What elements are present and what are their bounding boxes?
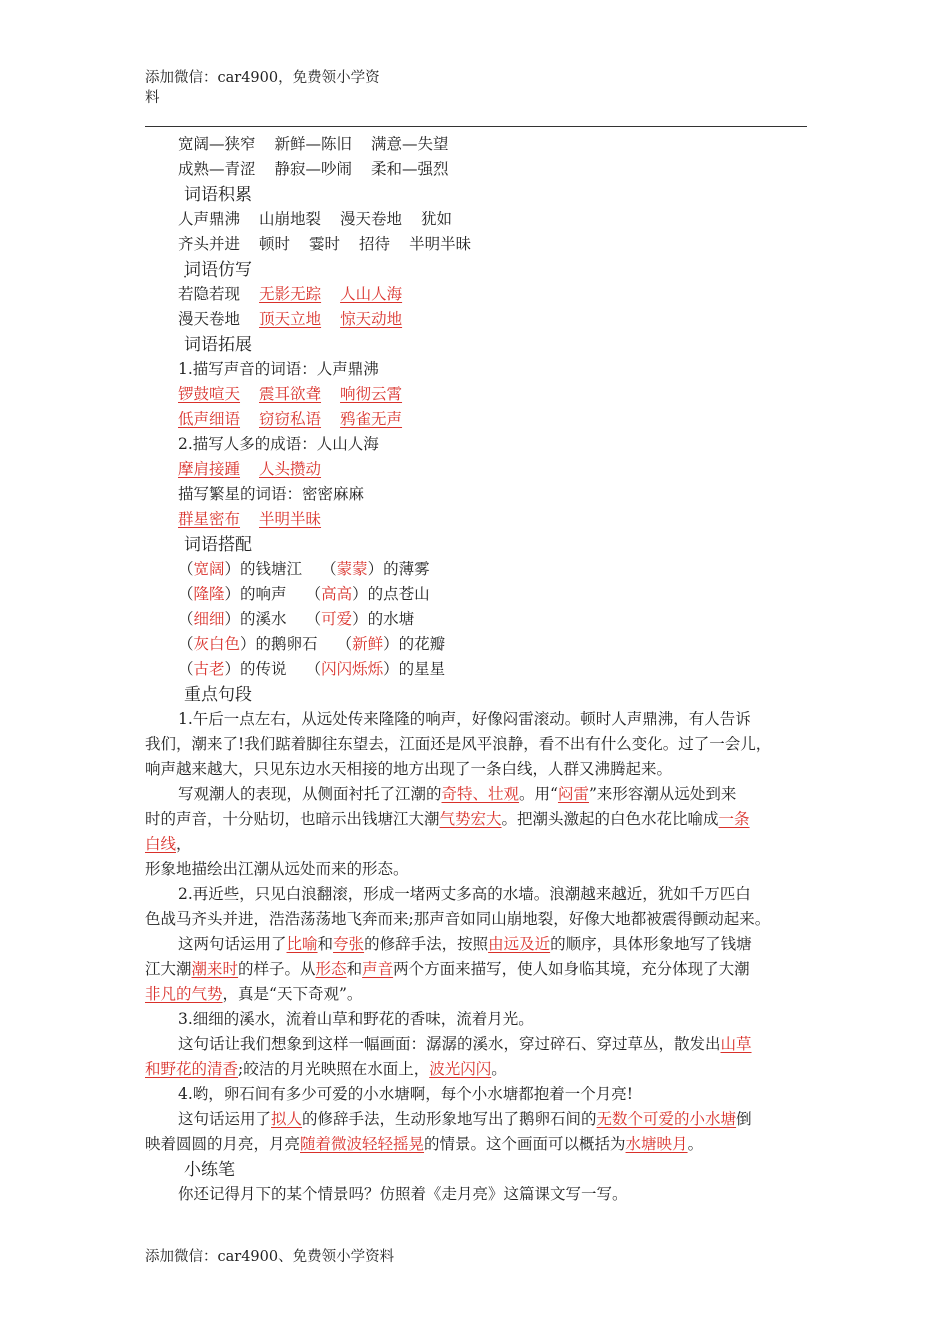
collocation-answer: 新鲜: [352, 635, 384, 653]
vocab-word: 招待: [359, 235, 391, 253]
plain-char: 卷: [209, 310, 225, 328]
collocation-row: [145, 632, 807, 657]
collocation-item: （宽阔）的钱塘江: [178, 560, 303, 578]
collocation-item: （可爱）的水塘: [305, 610, 415, 628]
collocation-answer: 隆隆: [193, 585, 225, 603]
analysis-1-line-2: [145, 807, 807, 832]
analysis-3-line-2: [145, 1057, 807, 1082]
header-rule: [145, 126, 807, 127]
collocation-item: （古老）的传说: [178, 660, 287, 678]
analysis-2-line-2: [145, 957, 807, 982]
analysis-text: 和: [346, 960, 363, 978]
analysis-text: 。把潮头激起的白色水花比喻成: [501, 810, 719, 828]
analysis-text: 。: [687, 1135, 704, 1153]
vocab-word: 顿时: [259, 235, 291, 253]
collocation-noun: 的水塘: [367, 610, 415, 628]
antonym-row-2: [145, 157, 807, 182]
expansion-question-3: 描写繁星的词语：密密麻麻: [178, 485, 365, 503]
analysis-text: 写观潮人的表现，从侧面衬托了江潮的: [178, 785, 442, 803]
analysis-text: 和: [317, 935, 334, 953]
collocation-row: [145, 657, 807, 682]
header-line-1: 添加微信：car4900，免费领小学资: [145, 70, 380, 86]
answer-underlined: 人山人海: [340, 285, 403, 303]
analysis-text: 江大潮: [145, 960, 192, 978]
answer-underlined: 白线: [145, 835, 177, 853]
answer-underlined: 无影无踪: [259, 285, 322, 303]
answer-underlined: 随着微波轻轻摇晃: [300, 1135, 425, 1153]
answer-underlined: 声音: [362, 960, 394, 978]
analysis-text: 映着圆圆的月亮，月亮: [145, 1135, 301, 1153]
page-footer: 添加微信：car4900、免费领小学资料: [145, 1249, 395, 1265]
collocation-answer: 可爱: [321, 610, 353, 628]
collocation-noun: 的花瓣: [398, 635, 446, 653]
expansion-answers-3: [145, 507, 807, 532]
antonym-pair: 柔和—强烈: [371, 160, 449, 178]
answer-underlined: 水塘映月: [625, 1135, 688, 1153]
collocation-item: （隆隆）的响声: [178, 585, 287, 603]
plain-char: 天: [193, 310, 210, 328]
imitation-pattern: [178, 285, 240, 303]
dotted-char: 若: [209, 285, 225, 303]
expansion-answers-1b: [145, 407, 807, 432]
analysis-text: 这两句话运用了: [178, 935, 287, 953]
sentence-2-line-1: 2.再近些，只见白浪翻滚，形成一堵两丈多高的水墙。浪潮越来越近，犹如千万匹白: [178, 885, 751, 903]
antonym-pair: 静寂—吵闹: [274, 160, 353, 178]
analysis-2-line-1: [145, 932, 807, 957]
analysis-text: ;皎洁的月光映照在水面上，: [238, 1060, 430, 1078]
sentence-2-line-2: 色战马齐头并进，浩浩荡荡地飞奔而来;那声音如同山崩地裂，好像大地都被震得颤动起来。: [145, 910, 771, 928]
section-title-juduan: 重点句段: [184, 685, 252, 705]
antonym-pair: 新鲜—陈旧: [274, 135, 353, 153]
plain-char: 漫: [178, 310, 194, 328]
collocation-item: （灰白色）的鹅卵石: [178, 635, 318, 653]
plain-char: 地: [224, 310, 241, 328]
sentence-3: 3.细细的溪水，流着山草和野花的香味，流着月光。: [178, 1010, 534, 1028]
analysis-text: 。用“: [519, 785, 558, 803]
main-content: [145, 132, 807, 1207]
analysis-text: ，: [176, 835, 192, 853]
section-title-dapei: 词语搭配: [184, 535, 252, 555]
collocation-answer: 蒙蒙: [336, 560, 368, 578]
section-title-lianbi: 小练笔: [184, 1160, 235, 1180]
analysis-text: 这句话让我们想象到这样一幅画面：潺潺的溪水，穿过碎石、穿过草丛，散发出: [178, 1035, 721, 1053]
analysis-4-line-1: [145, 1107, 807, 1132]
collocation-noun: 的薄雾: [383, 560, 430, 578]
answer-underlined: 闷雷: [557, 785, 589, 803]
antonym-pair: 宽阔—狭窄: [178, 135, 256, 153]
imitation-row-2: [145, 307, 807, 332]
analysis-4-line-2: [145, 1132, 807, 1157]
vocab-word: 漫天卷地: [340, 210, 403, 228]
analysis-text: 这句话运用了: [178, 1110, 272, 1128]
vocab-row-1: [145, 207, 807, 232]
sentence-1-line-1: 1.午后一点左右，从远处传来隆隆的响声，好像闷雷滚动。顿时人声鼎沸，有人告诉: [178, 710, 751, 728]
answer-underlined: 无数个可爱的小水塘: [596, 1110, 737, 1128]
analysis-text: 时的声音，十分贴切，也暗示出钱塘江大潮: [145, 810, 440, 828]
answer-underlined: 非凡的气势: [145, 985, 223, 1003]
section-title-fangxie: 词语仿写: [184, 260, 252, 280]
answer-underlined: 低声细语: [178, 410, 241, 428]
answer-underlined: 山草: [720, 1035, 752, 1053]
expansion-question-1: 1.描写声音的词语：人声鼎沸: [178, 360, 379, 378]
expansion-answers-1a: [145, 382, 807, 407]
sentence-1-line-2: 我们，潮来了!我们踮着脚往东望去，江面还是风平浪静，看不出有什么变化。过了一会儿，: [145, 735, 772, 753]
answer-underlined: 拟人: [271, 1110, 303, 1128]
sentence-1-line-3: 响声越来越大，只见东边水天相接的地方出现了一条白线，人群又沸腾起来。: [145, 760, 673, 778]
answer-underlined: 惊天动地: [340, 310, 403, 328]
collocation-item: （蒙蒙）的薄雾: [321, 560, 430, 578]
collocation-item: （细细）的溪水: [178, 610, 287, 628]
analysis-text: ，真是“天下奇观”。: [222, 985, 363, 1003]
analysis-text: ”来形容潮从远处到来: [588, 785, 737, 803]
collocation-item: （高高）的点苍山: [305, 585, 430, 603]
answer-underlined: 鸦雀无声: [340, 410, 403, 428]
vocab-word: 半明半昧: [409, 235, 472, 253]
analysis-1-line-1: [145, 782, 807, 807]
antonym-pair: 满意—失望: [371, 135, 449, 153]
answer-underlined: 群星密布: [178, 510, 241, 528]
collocation-row: [145, 557, 807, 582]
vocab-word: 人声鼎沸: [178, 210, 241, 228]
answer-underlined: 摩肩接踵: [178, 460, 241, 478]
answer-underlined: 由远及近: [488, 935, 551, 953]
collocation-noun: 的传说: [240, 660, 287, 678]
collocation-noun: 的钱塘江: [240, 560, 303, 578]
collocation-answer: 古老: [193, 660, 225, 678]
collocation-item: （新鲜）的花瓣: [336, 635, 446, 653]
answer-underlined: 震耳欲聋: [259, 385, 322, 403]
plain-char: 隐: [193, 285, 210, 303]
answer-underlined: 和野花的清香: [145, 1060, 239, 1078]
collocation-row: [145, 607, 807, 632]
analysis-text: 两个方面来描写，使人如身临其境，充分体现了大潮: [393, 960, 750, 978]
collocation-noun: 的响声: [240, 585, 287, 603]
analysis-1-line-3: [145, 832, 807, 857]
answer-underlined: 一条: [718, 810, 750, 828]
collocation-noun: 的溪水: [240, 610, 287, 628]
vocab-word: 山崩地裂: [259, 210, 322, 228]
answer-underlined: 夸张: [333, 935, 365, 953]
analysis-text: 倒: [736, 1110, 752, 1128]
collocation-noun: 的点苍山: [367, 585, 430, 603]
answer-underlined: 波光闪闪: [429, 1060, 492, 1078]
collocation-answer: 高高: [321, 585, 353, 603]
answer-underlined: 形态: [315, 960, 347, 978]
analysis-text: 的修辞手法，按照: [364, 935, 489, 953]
answer-underlined: 半明半昧: [259, 510, 322, 528]
analysis-3-line-1: [145, 1032, 807, 1057]
expansion-answers-2: [145, 457, 807, 482]
section-title-tuozhan: 词语拓展: [184, 335, 252, 355]
analysis-text: 的情景。这个画面可以概括为: [424, 1135, 626, 1153]
page-header: [145, 68, 395, 108]
antonym-pair: 成熟—青涩: [178, 160, 256, 178]
answer-underlined: 气势宏大: [439, 810, 502, 828]
dotted-char: 若: [178, 285, 194, 303]
analysis-text: 的顺序，具体形象地写了钱塘: [550, 935, 752, 953]
header-line-2: 料: [145, 90, 160, 106]
answer-underlined: 锣鼓喧天: [178, 385, 241, 403]
imitation-row-1: [145, 282, 807, 307]
writing-prompt: 你还记得月下的某个情景吗？仿照着《走月亮》这篇课文写一写。: [178, 1185, 628, 1203]
answer-underlined: 比喻: [286, 935, 318, 953]
section-title-ciyujilei: 词语积累: [184, 185, 252, 205]
imitation-pattern: [178, 310, 240, 328]
answer-underlined: 响彻云霄: [340, 385, 403, 403]
vocab-row-2: [145, 232, 807, 257]
analysis-text: 的样子。从: [238, 960, 316, 978]
collocation-item: （闪闪烁烁）的星星: [305, 660, 446, 678]
collocation-answer: 闪闪烁烁: [321, 660, 384, 678]
collocation-answer: 细细: [193, 610, 225, 628]
collocation-answer: 灰白色: [193, 635, 241, 653]
expansion-question-2: 2.描写人多的成语：人山人海: [178, 435, 379, 453]
collocation-noun: 的鹅卵石: [255, 635, 318, 653]
collocation-noun: 的星星: [398, 660, 446, 678]
answer-underlined: 奇特、壮观: [441, 785, 520, 803]
antonym-row-1: [145, 132, 807, 157]
analysis-1-line-4: 形象地描绘出江潮从远处而来的形态。: [145, 860, 409, 878]
answer-underlined: 窃窃私语: [259, 410, 322, 428]
collocation-answer: 宽阔: [193, 560, 225, 578]
answer-underlined: 顶天立地: [259, 310, 322, 328]
plain-char: 现: [224, 285, 241, 303]
vocab-word: 霎时: [309, 235, 341, 253]
vocab-word: 齐头并进: [178, 235, 241, 253]
vocab-word: 犹如: [421, 210, 453, 228]
answer-underlined: 人头攒动: [259, 460, 322, 478]
sentence-4: 4.哟，卵石间有多少可爱的小水塘啊，每个小水塘都抱着一个月亮!: [178, 1085, 634, 1103]
analysis-text: 。: [491, 1060, 507, 1078]
answer-underlined: 潮来时: [191, 960, 239, 978]
analysis-text: 的修辞手法，生动形象地写出了鹅卵石间的: [302, 1110, 597, 1128]
analysis-2-line-3: [145, 982, 807, 1007]
collocation-row: [145, 582, 807, 607]
